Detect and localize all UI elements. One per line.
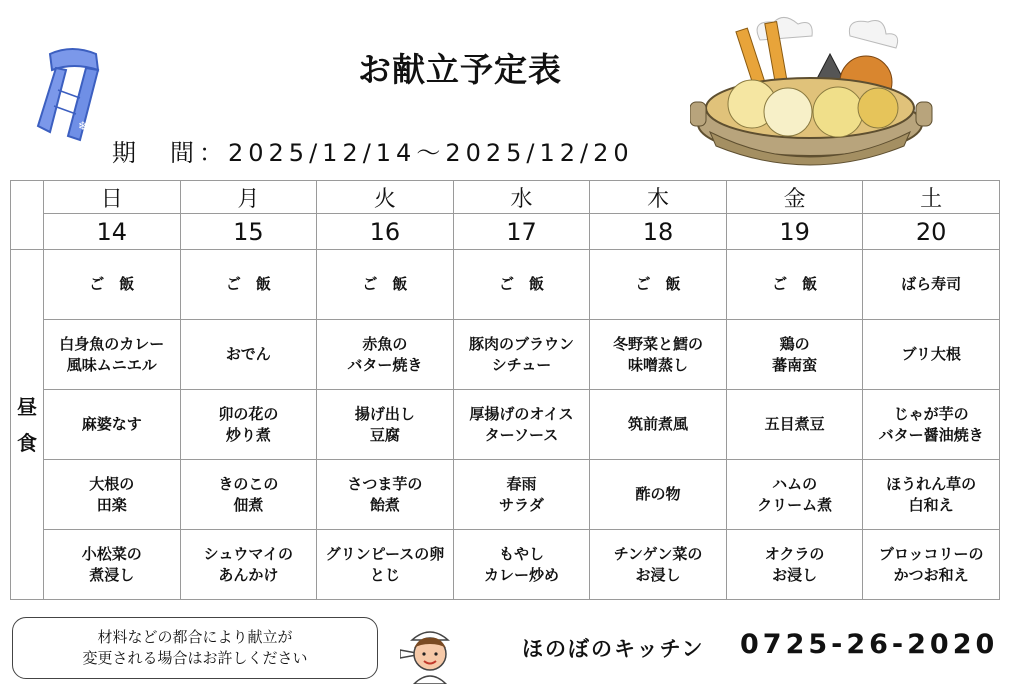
dish-cell: ブリ大根 [863,320,1000,390]
dish-cell: ご 飯 [44,250,181,320]
dish-cell: 卯の花の 炒り煮 [180,390,317,460]
dish-cell: 大根の 田楽 [44,460,181,530]
menu-period: 期 間：2025/12/14～2025/12/20 [112,139,634,167]
date-cell: 18 [590,214,727,250]
dish-cell: 小松菜の 煮浸し [44,530,181,600]
dish-cell: もやし カレー炒め [453,530,590,600]
date-cell: 14 [44,214,181,250]
dish-cell: 筑前煮風 [590,390,727,460]
dish-row [11,530,1000,600]
dish-cell: 麻婆なす [44,390,181,460]
dish-cell: ブロッコリーの かつお和え [863,530,1000,600]
day-cell: 水 [453,181,590,214]
date-cell: 20 [863,214,1000,250]
dish-cell: 酢の物 [590,460,727,530]
dish-cell: さつま芋の 飴煮 [317,460,454,530]
cook-icon [400,624,460,684]
date-cell: 16 [317,214,454,250]
day-cell: 火 [317,181,454,214]
dish-row [11,250,1000,320]
dish-cell: ご 飯 [317,250,454,320]
phone-number: 0725-26-2020 [740,629,999,660]
dish-cell: 冬野菜と鱈の 味噌蒸し [590,320,727,390]
dish-row [11,390,1000,460]
scarf-icon [36,40,108,150]
date-cell: 19 [726,214,863,250]
notice-bubble: 材料などの都合により献立が 変更される場合はお許しください [12,617,378,679]
corner-cell [11,181,44,250]
dish-cell: じゃが芋の バター醤油焼き [863,390,1000,460]
dish-cell: 揚げ出し 豆腐 [317,390,454,460]
dish-cell: 白身魚のカレー 風味ムニエル [44,320,181,390]
day-cell: 金 [726,181,863,214]
day-cell: 月 [180,181,317,214]
dish-cell: グリンピースの卵 とじ [317,530,454,600]
dish-cell: 五目煮豆 [726,390,863,460]
day-cell: 木 [590,181,727,214]
dish-cell: 厚揚げのオイス ターソース [453,390,590,460]
dish-cell: ご 飯 [453,250,590,320]
oden-pot-icon [690,12,950,172]
page-title: お献立予定表 [358,50,562,89]
date-cell: 17 [453,214,590,250]
day-header-row [11,181,1000,214]
day-cell: 日 [44,181,181,214]
date-header-row [11,214,1000,250]
date-cell: 15 [180,214,317,250]
dish-cell: 豚肉のブラウン シチュー [453,320,590,390]
kitchen-name: ほのぼのキッチン [522,637,705,661]
dish-cell: チンゲン菜の お浸し [590,530,727,600]
dish-cell: ご 飯 [180,250,317,320]
dish-cell: おでん [180,320,317,390]
dish-cell: ご 飯 [590,250,727,320]
dish-cell: ご 飯 [726,250,863,320]
dish-cell: 鶏の 蕃南蛮 [726,320,863,390]
dish-cell: きのこの 佃煮 [180,460,317,530]
svg-text:❄: ❄ [78,119,89,133]
menu-table [10,180,1000,600]
dish-cell: オクラの お浸し [726,530,863,600]
dish-cell: ばら寿司 [863,250,1000,320]
dish-cell: シュウマイの あんかけ [180,530,317,600]
dish-cell: 赤魚の バター焼き [317,320,454,390]
dish-row [11,320,1000,390]
meal-label: 昼 食 [11,250,44,600]
dish-row [11,460,1000,530]
day-cell: 土 [863,181,1000,214]
dish-cell: ほうれん草の 白和え [863,460,1000,530]
dish-cell: 春雨 サラダ [453,460,590,530]
dish-cell: ハムの クリーム煮 [726,460,863,530]
